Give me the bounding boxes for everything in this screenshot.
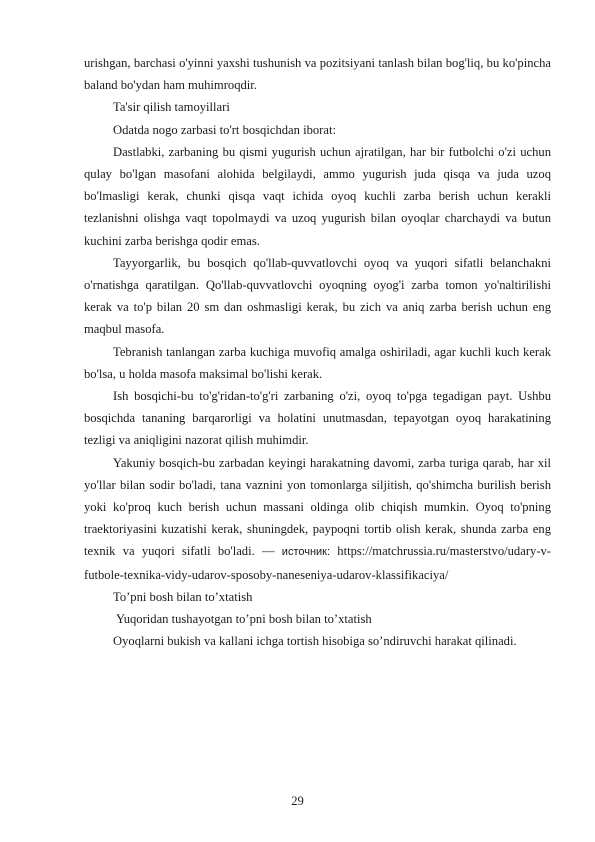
- paragraph-initial-stage: Dastlabki, zarbaning bu qismi yugurish uchun ajratilgan, har bir futbolchi o'zi uchun qulay bo'lgan masofani alohida belgilaydi, ammo yugurish juda qisqa va juda uzoq bo'lmasligi kerak, chunki qisqa vaqt ichida oyoq kuchli zarba berish uchun kerakli tezlanishni olishga vaqt topolmaydi va uzoq yugurish bilan oyoqlar charchaydi va butun kuchini zarba berishga qodir emas.: [84, 144, 551, 248]
- document-body: [84, 52, 551, 652]
- heading-impact-principles: Ta'sir qilish tamoyillari: [113, 100, 230, 115]
- paragraph-swing: Tebranish tanlangan zarba kuchiga muvofiq amalga oshiriladi, agar kuchli kuch kerak bo'lsa, u holda masofa maksimal bo'lishi kerak.: [84, 344, 551, 381]
- paragraph-final-stage: [84, 452, 551, 586]
- paragraph-head-stop-technique: Oyoqlarni bukish va kallani ichga tortish hisobiga so’ndiruvchi harakat qilinadi.: [113, 634, 517, 649]
- paragraph-working-stage: Ish bosqichi-bu to'g'ridan-to'g'ri zarbaning o'zi, oyoq to'pga tegadigan payt. Ushbu bosqichda tananing barqarorligi va holatini unutmasdan, tepayotgan oyoq harakatining tezligi va aniqligini nazorat qilish muhimdir.: [84, 389, 551, 448]
- paragraph-preparation-stage: Tayyorgarlik, bu bosqich qo'llab-quvvatlovchi oyoq va yuqori sifatli belanchakni o'rnatishga qaratilgan. Qo'llab-quvvatlovchi oyoqning oyog'i zarba tomon yo'naltirilishi kerak va to'p bilan 20 sm dan oshmasligi kerak, bu zich va aniq zarba berish uchun eng maqbul masofa.: [84, 255, 551, 337]
- page-number: 29: [291, 794, 304, 808]
- paragraph-continuation: urishgan, barchasi o'yinni yaxshi tushunish va pozitsiyani tanlash bilan bog'liq, bu ko'pincha baland bo'ydan ham muhimroqdir.: [84, 56, 551, 93]
- subheading-head-stop-from-above: Yuqoridan tushayotgan to’pni bosh bilan to’xtatish: [116, 612, 372, 627]
- heading-head-stop: To’pni bosh bilan to’xtatish: [113, 589, 253, 604]
- source-label: источник:: [281, 546, 331, 559]
- final-stage-text: Yakuniy bosqich-bu zarbadan keyingi harakatning davomi, zarba turiga qarab, har xil yo'llar bilan sodir bo'ladi, tana vaznini yon tomonlarga siljitish, qo'shimcha burilish berish yoki ko'proq kuch berish uchun massani oldinga olib chiqish mumkin. Oyoq to'pning traektoriyasini kuzatishi kerak, shuningdek, paypoqni tortib olish kerak, shunda zarba eng texnik va yuqori sifatli bo'ladi. —: [84, 455, 551, 559]
- paragraph-four-stages: Odatda nogo zarbasi to'rt bosqichdan iborat:: [113, 122, 336, 137]
- source-link[interactable]: https://matchrussia.ru/masterstvo/udary-v-futbole-texnika-vidy-udarov-sposoby-naneseniya-udarov-klassifikaciya/: [84, 544, 551, 582]
